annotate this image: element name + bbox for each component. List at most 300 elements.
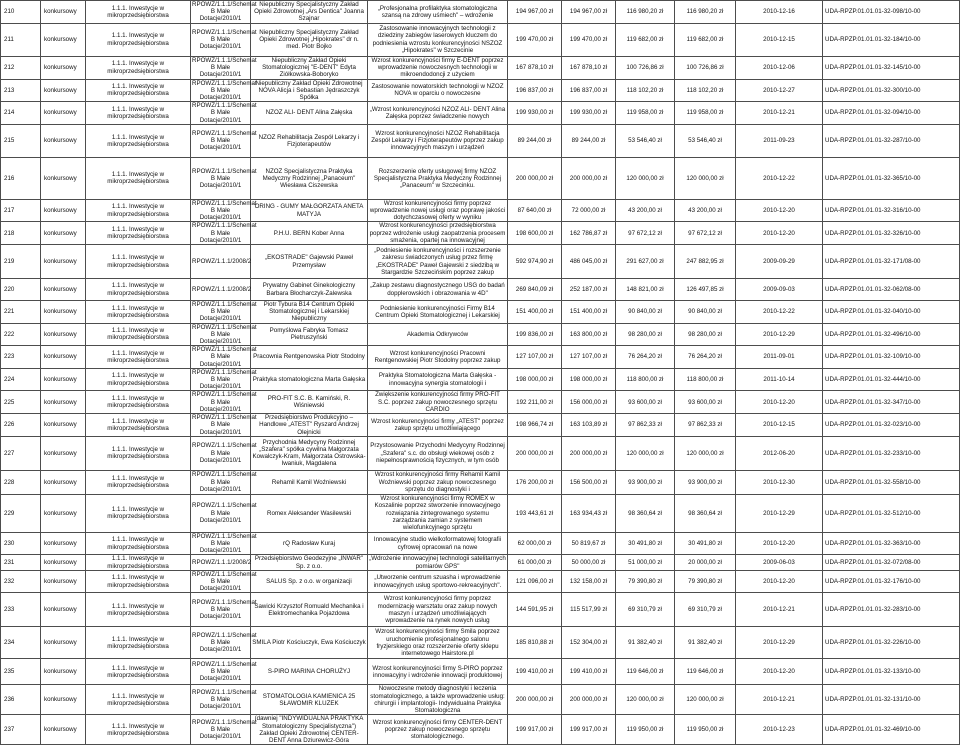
call-number: RPOWZ/1.1.1/Schemat B Małe Dotacje/2010/1 xyxy=(192,323,257,346)
table-row xyxy=(1,391,960,414)
eu-funds-amount: 91 382,40 zł xyxy=(688,639,722,647)
total-value: 196 837,00 zł xyxy=(515,86,554,94)
agreement-date: 2012-06-20 xyxy=(763,449,795,457)
total-value: 167 878,10 zł xyxy=(515,64,554,71)
project-type: konkursowy xyxy=(44,330,77,338)
table-body xyxy=(1,1,960,745)
measure-name: 1.1.1. Inwestycje w mikroprzedsiębiorstwa xyxy=(107,574,169,589)
call-number: RPOWZ/1.1.1/Schemat B Małe Dotacje/2010/1 xyxy=(192,570,257,593)
project-title: Wzrost konkurencyjności firmy Rehamil Kamil Woźniewski poprzez zakup nowoczesnego sprzętu do diagnostyki i xyxy=(374,471,501,493)
table-row xyxy=(1,102,960,125)
call-number: RPOWZ/1.1.1/Schemat B Małe Dotacje/2010/1 xyxy=(192,28,257,51)
project-title: Wzrost konkurencyjności firmy poprzez wprowadzenie nowej usługi oraz poprawę jakości dotychczasowej oferty w wyniku xyxy=(369,199,506,222)
eu-funds-amount: 97 862,33 zł xyxy=(688,421,722,429)
call-number: RPOWZ/1.1.1/Schemat B Małe Dotacje/2010/1 xyxy=(192,414,257,436)
total-value: 199 917,00 zł xyxy=(515,726,554,734)
eu-funds-amount: 118 102,20 zł xyxy=(686,86,724,94)
eu-funds-amount: 76 264,20 zł xyxy=(688,353,722,361)
grant-amount: 93 600,00 zł xyxy=(628,398,662,406)
beneficiary-name: NZOZ ALI- DENT Alina Załęska xyxy=(265,109,353,117)
project-title: Wzrost konkurencyjności Pracowni Rentgenowskiej Piotr Stodolny poprzez zakup xyxy=(374,349,501,365)
project-type: konkursowy xyxy=(44,398,77,406)
project-title: Wzrost konkurencyjności przedsiębiorstwa poprzez wdrożenie usługi zaopatrzenia procesem smażenia, opartej na innowacyjnej xyxy=(369,222,506,244)
table-row xyxy=(1,555,960,570)
table-row xyxy=(1,323,960,346)
eligible-costs: 198 000,00 zł xyxy=(569,376,608,384)
eu-funds-amount: 93 600,00 zł xyxy=(688,398,722,406)
row-number: 215 xyxy=(4,137,15,145)
project-type: konkursowy xyxy=(44,137,77,145)
beneficiary-name: SALUS Sp. z o.o. w organizacji xyxy=(266,577,352,585)
grant-amount: 97 862,33 zł xyxy=(628,421,662,429)
agreement-number: UDA-RPZP.01.01.01-32-131/10-00 xyxy=(825,696,921,704)
call-number: RPOWZ/1.1.1/2008/2 xyxy=(192,285,252,293)
table-row xyxy=(1,436,960,470)
call-number: RPOWZ/1.1.1/Schemat B Małe Dotacje/2010/1 xyxy=(192,442,257,464)
agreement-number: UDA-RPZP.01.01.01-32-326/10-00 xyxy=(825,229,921,237)
project-title: Wzrost konkurencyjności firmy „ATEST" poprzez zakup sprzętu umożliwiającego xyxy=(371,417,504,432)
row-number: 221 xyxy=(4,308,15,316)
agreement-date: 2009-06-03 xyxy=(763,558,795,566)
agreement-date: 2010-12-22 xyxy=(763,308,795,316)
agreement-number: UDA-RPZP.01.01.01-32-316/10-00 xyxy=(825,207,921,215)
beneficiary-name: Niepubliczny Specjalistyczny Zakład Opieki Zdrowotnej „Ars Dentica" Joanna Szajnar xyxy=(254,1,364,23)
agreement-number: UDA-RPZP.01.01.01-32-098/10-00 xyxy=(825,8,921,16)
row-number: 213 xyxy=(4,86,15,94)
row-number: 210 xyxy=(4,8,15,16)
grant-amount: 118 800,00 zł xyxy=(626,376,664,384)
table-row xyxy=(1,301,960,324)
row-number: 222 xyxy=(4,330,15,338)
row-number: 218 xyxy=(4,229,15,237)
call-number: RPOWZ/1.1.1/Schemat B Małe Dotacje/2010/1 xyxy=(192,599,257,621)
row-number: 224 xyxy=(4,376,15,384)
table-row xyxy=(1,627,960,659)
table-row xyxy=(1,1,960,24)
measure-name: 1.1.1. Inwestycje w mikroprzedsiębiorstwa xyxy=(107,536,169,551)
eligible-costs: 200 000,00 zł xyxy=(569,696,608,704)
beneficiary-name: SMILA Piotr Kościuczyk, Ewa Kościuczyk xyxy=(252,639,366,647)
call-number: RPOWZ/1.1.1/Schemat B Małe Dotacje/2010/1 xyxy=(192,719,257,741)
measure-name: 1.1.1. Inwestycje w mikroprzedsiębiorstwa xyxy=(107,4,169,19)
eu-funds-amount: 126 497,85 zł xyxy=(686,285,724,293)
agreement-number: UDA-RPZP.01.01.01-32-300/10-00 xyxy=(825,86,921,94)
grant-amount: 119 682,00 zł xyxy=(626,36,664,43)
agreement-date: 2010-12-29 xyxy=(763,509,795,517)
project-title: Wzrost konkurencyjności firmy poprzez modernizację warsztatu oraz zakup nowych maszyn i urządzeń umożliwiających wprowadzenie na rynek nowych usług xyxy=(377,595,498,625)
project-type: konkursowy xyxy=(44,449,77,457)
agreement-number: UDA-RPZP.01.01.01-32-347/10-00 xyxy=(825,398,921,406)
row-number: 235 xyxy=(4,668,15,676)
agreement-date: 2010-12-21 xyxy=(763,606,795,614)
project-type: konkursowy xyxy=(44,577,77,585)
agreement-date: 2010-12-29 xyxy=(763,639,795,647)
measure-name: 1.1.1. Inwestycje w mikroprzedsiębiorstwa xyxy=(107,304,169,319)
project-type: konkursowy xyxy=(44,86,77,94)
eligible-costs: 200 000,00 zł xyxy=(569,174,608,182)
agreement-number: UDA-RPZP.01.01.01-32-469/10-00 xyxy=(825,726,921,734)
table-row xyxy=(1,659,960,685)
grant-amount: 116 980,20 zł xyxy=(626,8,664,16)
beneficiary-name: Sawicki Krzysztof Romuald Mechanika i Elektromechanika Pojazdowa xyxy=(254,602,364,617)
eu-funds-amount: 69 310,79 zł xyxy=(688,606,722,614)
project-type: konkursowy xyxy=(44,606,77,614)
beneficiary-name: Rehamil Kamil Woźniewski xyxy=(271,478,347,486)
eligible-costs: 50 000,00 zł xyxy=(571,558,606,566)
eu-funds-amount: 118 800,00 zł xyxy=(686,376,724,384)
project-type: konkursowy xyxy=(44,421,77,429)
grant-amount: 119 646,00 zł xyxy=(626,668,664,676)
table-row xyxy=(1,157,960,199)
total-value: 200 000,00 zł xyxy=(515,696,554,704)
agreement-date: 2009-09-03 xyxy=(763,285,795,293)
beneficiary-name: Praktyka stomatologiczna Marta Gałęska xyxy=(252,376,366,384)
project-title: „Zakup zestawu diagnostycznego USG do badań dopplerowskich i obrazowania w 4D" xyxy=(370,282,505,297)
project-type: konkursowy xyxy=(44,478,77,486)
eligible-costs: 167 878,10 zł xyxy=(569,64,608,71)
agreement-date: 2010-12-20 xyxy=(763,207,795,215)
total-value: 198 600,00 zł xyxy=(515,229,554,237)
measure-name: 1.1.1. Inwestycje w mikroprzedsiębiorstwa xyxy=(107,475,169,490)
project-type: konkursowy xyxy=(44,639,77,647)
table-row xyxy=(1,56,960,79)
eligible-costs: 162 786,87 zł xyxy=(569,229,608,237)
grant-amount: 148 821,00 zł xyxy=(626,285,664,293)
grant-amount: 91 382,40 zł xyxy=(628,639,662,647)
agreement-date: 2011-10-14 xyxy=(763,376,795,384)
row-number: 229 xyxy=(4,509,15,517)
eligible-costs: 163 934,43 zł xyxy=(569,509,608,517)
agreement-number: UDA-RPZP.01.01.01-32-072/08-00 xyxy=(825,558,921,566)
table-row xyxy=(1,124,960,157)
measure-name: 1.1.1. Inwestycje w mikroprzedsiębiorstwa xyxy=(107,327,169,342)
beneficiary-name: S-PIRO MARINA CHORUŻYJ xyxy=(267,668,351,676)
table-row xyxy=(1,245,960,279)
project-title: Wzrost konkurencyjności firmy S-PIRO poprzez innowacyjny i wdrożenie innowacji produktowej xyxy=(372,664,503,679)
row-number: 225 xyxy=(4,398,15,406)
agreement-date: 2010-12-22 xyxy=(763,174,795,182)
grant-amount: 120 000,00 zł xyxy=(626,696,664,704)
table-row xyxy=(1,715,960,745)
total-value: 199 930,00 zł xyxy=(515,109,554,117)
measure-name: 1.1.1. Inwestycje w mikroprzedsiębiorstwa xyxy=(107,372,169,387)
beneficiary-name: PRO-FIT S.C. B. Kamiński, R. Wiśniewski xyxy=(267,395,351,410)
beneficiary-name: Przedsiębiorstwo Produkcyjno – Handlowe „ATEST" Ryszard Andrzej Olejnicki xyxy=(259,414,359,436)
project-type: konkursowy xyxy=(44,668,77,676)
row-number: 211 xyxy=(4,36,14,43)
total-value: 192 211,00 zł xyxy=(516,398,553,406)
measure-name: 1.1.1. Inwestycje w mikroprzedsiębiorstwa xyxy=(107,555,169,570)
project-title: „Utworzenie centrum szuasha i wprowadzenie innowacyjnych usług sportowo-rekreacyjnych". xyxy=(373,574,502,589)
agreement-number: UDA-RPZP.01.01.01-32-062/08-00 xyxy=(825,285,921,293)
agreement-number: UDA-RPZP.01.01.01-32-233/10-00 xyxy=(825,449,921,457)
eligible-costs: 156 000,00 zł xyxy=(569,398,608,406)
project-title: Innowacyjne studio wielkoformatowej fotografii cyfrowej opracowań na nowe xyxy=(373,536,502,551)
grant-amount: 119 958,00 zł xyxy=(626,109,664,117)
agreement-date: 2011-09-01 xyxy=(763,353,795,361)
agreement-number: UDA-RPZP.01.01.01-32-109/10-00 xyxy=(825,353,921,361)
row-number: 226 xyxy=(4,421,15,429)
project-title: Wzrost konkurencyjności firmy E-DENT poprzez wprowadzenie nowoczesnych technologii w mikroendodoncji z użyciem xyxy=(371,56,504,79)
row-number: 212 xyxy=(4,64,15,71)
beneficiary-name: Przedsiębiorstwo Geodezyjne „INWAR" Sp. z o.o. xyxy=(254,555,364,570)
table-row xyxy=(1,279,960,301)
eu-funds-amount: 43 200,00 zł xyxy=(688,207,722,215)
eligible-costs: 194 967,00 zł xyxy=(569,8,608,16)
total-value: 61 000,00 zł xyxy=(517,558,552,566)
eu-funds-amount: 97 672,12 zł xyxy=(688,229,722,237)
eu-funds-amount: 20 000,00 zł xyxy=(688,558,722,566)
agreement-date: 2011-09-23 xyxy=(763,137,795,145)
grant-amount: 51 000,00 zł xyxy=(628,558,662,566)
row-number: 228 xyxy=(4,478,15,486)
total-value: 121 096,00 zł xyxy=(515,577,554,585)
agreement-number: UDA-RPZP.01.01.01-32-226/10-00 xyxy=(825,639,921,647)
eligible-costs: 199 470,00 zł xyxy=(569,36,608,43)
total-value: 194 967,00 zł xyxy=(515,8,554,16)
project-title: Praktyka Stomatologiczna Marta Gałęska - innowacyjna synergia stomatologii i xyxy=(378,372,497,387)
measure-name: 1.1.1. Inwestycje w mikroprzedsiębiorstwa xyxy=(107,60,169,75)
measure-name: 1.1.1. Inwestycje w mikroprzedsiębiorstwa xyxy=(107,635,169,650)
row-number: 233 xyxy=(4,606,15,614)
eligible-costs: 132 158,00 zł xyxy=(569,577,608,585)
eu-funds-amount: 79 390,80 zł xyxy=(688,577,722,585)
project-type: konkursowy xyxy=(44,64,77,71)
agreement-date: 2010-12-20 xyxy=(763,229,795,237)
project-type: konkursowy xyxy=(44,207,77,215)
total-value: 87 640,00 zł xyxy=(517,207,552,215)
eligible-costs: 199 917,00 zł xyxy=(569,726,608,734)
grant-amount: 97 672,12 zł xyxy=(628,229,662,237)
project-type: konkursowy xyxy=(44,726,77,734)
eu-funds-amount: 119 958,00 zł xyxy=(686,109,724,117)
total-value: 269 840,09 zł xyxy=(515,285,554,293)
agreement-date: 2010-12-15 xyxy=(763,36,795,43)
eligible-costs: 196 837,00 zł xyxy=(569,86,608,94)
call-number: RPOWZ/1.1.1/Schemat B Małe Dotacje/2010/1 xyxy=(192,661,257,683)
project-type: konkursowy xyxy=(44,174,77,182)
beneficiary-name: Romex Aleksander Wasilewski xyxy=(266,509,352,517)
call-number: RPOWZ/1.1.1/Schemat B Małe Dotacje/2010/1 xyxy=(192,79,257,102)
project-type: konkursowy xyxy=(44,509,77,517)
row-number: 217 xyxy=(4,207,15,215)
measure-name: 1.1.1. Inwestycje w mikroprzedsiębiorstwa xyxy=(107,226,169,241)
grant-amount: 120 000,00 zł xyxy=(626,449,664,457)
agreement-number: UDA-RPZP.01.01.01-32-558/10-00 xyxy=(825,478,921,486)
agreement-number: UDA-RPZP.01.01.01-32-176/10-00 xyxy=(825,577,921,585)
project-title: Akademia Odkrywców xyxy=(406,330,469,338)
call-number: RPOWZ/1.1.1/Schemat B Małe Dotacje/2010/1 xyxy=(192,222,257,244)
measure-name: 1.1.1. Inwestycje w mikroprzedsiębiorstwa xyxy=(107,417,169,432)
table-row xyxy=(1,494,960,532)
call-number: RPOWZ/1.1.1/Schemat B Małe Dotacje/2010/1 xyxy=(192,502,257,524)
measure-name: 1.1.1. Inwestycje w mikroprzedsiębiorstwa xyxy=(107,664,169,679)
eligible-costs: 199 930,00 zł xyxy=(569,109,608,117)
eu-funds-amount: 119 682,00 zł xyxy=(686,36,724,43)
call-number: RPOWZ/1.1.1/Schemat B Małe Dotacje/2010/1 xyxy=(192,346,257,368)
call-number: RPOWZ/1.1.1/Schemat B Małe Dotacje/2010/1 xyxy=(192,130,257,152)
eligible-costs: 89 244,00 zł xyxy=(571,137,606,145)
beneficiary-name: Prywatny Gabinet Ginekologiczny Barbara Błocharczyk-Zalewska xyxy=(262,282,356,297)
grant-amount: 93 900,00 zł xyxy=(628,478,662,486)
measure-name: 1.1.1. Inwestycje w mikroprzedsiębiorstwa xyxy=(107,395,169,410)
eu-funds-amount: 116 980,20 zł xyxy=(686,8,724,16)
eu-funds-amount: 100 726,86 zł xyxy=(686,64,724,71)
project-title: Zastosowanie innowacyjnych technologii z dziedziny zabiegów laserowych kluczem do podniesienia wzrostu konkurencyjności NSZOZ „Hipokrates" w Szczecinie xyxy=(372,25,503,54)
agreement-number: UDA-RPZP.01.01.01-32-040/10-00 xyxy=(825,308,921,316)
agreement-number: UDA-RPZP.01.01.01-32-287/10-00 xyxy=(825,137,921,145)
row-number: 237 xyxy=(4,726,15,734)
total-value: 151 400,00 zł xyxy=(515,308,554,316)
eu-funds-amount: 120 000,00 zł xyxy=(686,174,724,182)
eu-funds-amount: 30 491,80 zł xyxy=(688,539,722,547)
project-title: „Podniesienie konkurencyjności i rozszerzenie zakresu świadczonych usług przez firmę „EKOSTRADE" Paweł Gajewski z siedzibą w Stargardzie Szczecińskim poprzez zakup xyxy=(374,247,501,276)
eu-funds-amount: 98 360,64 zł xyxy=(688,509,722,517)
total-value: 144 591,95 zł xyxy=(515,606,554,614)
measure-name: 1.1.1. Inwestycje w mikroprzedsiębiorstwa xyxy=(107,171,169,186)
eligible-costs: 72 000,00 zł xyxy=(571,207,606,215)
grant-amount: 53 546,40 zł xyxy=(628,137,662,145)
eu-funds-amount: 119 646,00 zł xyxy=(686,668,724,676)
table-row xyxy=(1,368,960,391)
eligible-costs: 163 103,89 zł xyxy=(569,421,608,429)
eu-funds-amount: 119 950,00 zł xyxy=(686,726,724,734)
call-number: RPOWZ/1.1.1/Schemat B Małe Dotacje/2010/1 xyxy=(192,167,257,189)
eligible-costs: 50 819,67 zł xyxy=(571,539,606,547)
measure-name: 1.1.1. Inwestycje w mikroprzedsiębiorstwa xyxy=(107,105,169,121)
project-type: konkursowy xyxy=(44,539,77,547)
project-title: Zastosowanie nowatorskich technologii w NZOZ NOVA w oparciu o nowoczesne xyxy=(371,83,504,98)
agreement-date: 2010-12-21 xyxy=(763,696,795,704)
project-title: Wzrost konkurencyjności firmy Smila poprzez uruchomienie profesjonalnego salonu fryzjerskiego oraz rozszerzenie oferty sklepu internetowego Hairstore.pl xyxy=(375,628,500,658)
project-title: Przystosowanie Przychodni Medycyny Rodzinnej „Szafera" s.c. do obsługi wiekowej osób z niepełnosprawnością fizycznych, w tym osób xyxy=(370,442,505,464)
total-value: 176 200,00 zł xyxy=(515,478,554,486)
call-number: RPOWZ/1.1.1/Schemat B Małe Dotacje/2010/1 xyxy=(192,689,257,711)
total-value: 185 810,88 zł xyxy=(515,639,554,647)
agreement-date: 2010-12-20 xyxy=(763,398,795,406)
agreement-number: UDA-RPZP.01.01.01-32-363/10-00 xyxy=(825,539,921,547)
agreement-number: UDA-RPZP.01.01.01-32-512/10-00 xyxy=(825,509,921,517)
eligible-costs: 199 410,00 zł xyxy=(569,668,608,676)
total-value: 199 836,00 zł xyxy=(515,330,554,338)
beneficiary-name: Pracownia Rentgenowska Piotr Stodolny xyxy=(253,353,365,361)
eu-funds-amount: 247 882,95 zł xyxy=(686,257,724,265)
beneficiary-name: Pomyślowa Fabryka Tomasz Pietruszyński xyxy=(269,327,349,342)
total-value: 198 966,74 zł xyxy=(515,421,554,429)
total-value: 200 000,00 zł xyxy=(515,174,554,182)
call-number: RPOWZ/1.1.1/2008/2 xyxy=(192,558,252,566)
total-value: 127 107,00 zł xyxy=(515,353,554,361)
project-title: Wzrost konkurencyjności firmy CENTER-DENT poprzez zakup nowoczesnego sprzętu stomatologicznego. xyxy=(372,719,503,741)
total-value: 193 443,61 zł xyxy=(515,509,554,517)
call-number: RPOWZ/1.1.1/Schemat B Małe Dotacje/2010/1 xyxy=(192,301,257,323)
agreement-number: UDA-RPZP.01.01.01-32-184/10-00 xyxy=(825,36,921,43)
project-type: konkursowy xyxy=(44,558,77,566)
total-value: 89 244,00 zł xyxy=(517,137,552,145)
beneficiary-name: „EKOSTRADE" Gajewski Paweł Przemysław xyxy=(265,254,353,269)
call-number: RPOWZ/1.1.1/Schemat B Małe Dotacje/2010/1 xyxy=(192,102,257,124)
measure-name: 1.1.1. Inwestycje w mikroprzedsiębiorstwa xyxy=(107,83,169,98)
agreement-date: 2010-12-06 xyxy=(763,64,795,71)
total-value: 62 000,00 zł xyxy=(517,539,552,547)
project-title: Wzrost konkurencyjności NZOZ Rehabilitacja Zespół Lekarzy i Fizjoterapeutów poprzez zakup innowacyjnych maszyn i urządzeń xyxy=(371,130,504,152)
total-value: 200 000,00 zł xyxy=(515,449,554,457)
project-type: konkursowy xyxy=(44,696,77,704)
agreement-number: UDA-RPZP.01.01.01-32-133/10-00 xyxy=(825,668,921,676)
call-number: RPOWZ/1.1.1/Schemat B Małe Dotacje/2010/1 xyxy=(192,391,257,413)
agreement-date: 2009-09-29 xyxy=(763,257,795,265)
measure-name: 1.1.1. Inwestycje w mikroprzedsiębiorstwa xyxy=(107,349,169,365)
project-type: konkursowy xyxy=(44,308,77,316)
beneficiary-name: Piotr Tybura B14 Centrum Opieki Stomatologicznej i Lekarskiej Niepubliczny xyxy=(263,301,355,323)
measure-name: 1.1.1. Inwestycje w mikroprzedsiębiorstwa xyxy=(107,446,169,461)
table-row xyxy=(1,79,960,102)
table-row xyxy=(1,222,960,245)
table-row xyxy=(1,23,960,56)
agreement-number: UDA-RPZP.01.01.01-32-145/10-00 xyxy=(825,64,921,71)
project-title: „Wdrożenie innowacyjnej technologii satelitarnych pomiarów GPS" xyxy=(369,555,506,570)
agreement-date: 2010-12-21 xyxy=(763,109,795,117)
project-title: Wzrost konkurencyjności firmy ROMEX w Koszalinie poprzez stworzenie innowacyjnego rozwiązania zintegrowanego systemu zarządzania zamian z systemem wielofunkcyjnego sprzętu xyxy=(374,495,501,531)
table-row xyxy=(1,593,960,627)
grant-amount: 120 000,00 zł xyxy=(626,174,664,182)
grant-amount: 291 627,00 zł xyxy=(626,257,664,265)
agreement-number: UDA-RPZP.01.01.01-32-171/08-00 xyxy=(825,257,921,265)
row-number: 236 xyxy=(4,696,15,704)
project-type: konkursowy xyxy=(44,8,77,16)
agreement-number: UDA-RPZP.01.01.01-32-365/10-00 xyxy=(825,174,921,182)
table-row xyxy=(1,414,960,437)
agreement-number: UDA-RPZP.01.01.01-32-444/10-00 xyxy=(825,376,921,384)
call-number: RPOWZ/1.1.1/Schemat B Małe Dotacje/2010/1 xyxy=(192,368,257,391)
agreement-number: UDA-RPZP.01.01.01-32-496/10-00 xyxy=(825,330,921,338)
grant-amount: 98 280,00 zł xyxy=(628,330,662,338)
eu-funds-amount: 120 000,00 zł xyxy=(686,696,724,704)
beneficiary-name: STOMATOLOGIA KAMIENICA 25 SŁAWOMIR KLUZEK xyxy=(262,692,356,707)
grant-amount: 90 840,00 zł xyxy=(628,308,662,316)
beneficiary-name: ORING - GUMY MAŁGORZATA ANETA MATYJA xyxy=(254,203,364,218)
project-type: konkursowy xyxy=(44,229,77,237)
beneficiary-name: rQ Radosław Kuraj xyxy=(283,539,335,547)
measure-name: 1.1.1. Inwestycje w mikroprzedsiębiorstwa xyxy=(107,133,169,148)
table-row xyxy=(1,532,960,555)
agreement-number: UDA-RPZP.01.01.01-32-283/10-00 xyxy=(825,606,921,614)
eligible-costs: 486 045,00 zł xyxy=(569,257,608,265)
eu-funds-amount: 93 900,00 zł xyxy=(688,478,722,486)
call-number: RPOWZ/1.1.1/2008/2 xyxy=(192,257,252,265)
grant-amount: 79 390,80 zł xyxy=(628,577,662,585)
row-number: 227 xyxy=(4,449,15,457)
measure-name: 1.1.1. Inwestycje w mikroprzedsiębiorstwa xyxy=(107,692,169,707)
eligible-costs: 152 304,00 zł xyxy=(569,639,608,647)
row-number: 231 xyxy=(4,558,15,566)
agreement-date: 2010-12-16 xyxy=(763,8,795,16)
project-title: Rozszerzenie oferty usługowej firmy NZOZ Specjalistyczna Praktyka Medyczny Rodzinnej „Panaceum" w Szczecinku. xyxy=(373,167,502,189)
grant-amount: 100 726,86 zł xyxy=(626,64,664,71)
row-number: 216 xyxy=(4,174,15,182)
measure-name: 1.1.1. Inwestycje w mikroprzedsiębiorstwa xyxy=(107,506,169,521)
eligible-costs: 252 187,00 zł xyxy=(569,285,608,293)
total-value: 198 000,00 zł xyxy=(515,376,554,384)
measure-name: 1.1.1. Inwestycje w mikroprzedsiębiorstwa xyxy=(107,254,169,269)
measure-name: 1.1.1. Inwestycje w mikroprzedsiębiorstwa xyxy=(107,722,169,737)
row-number: 223 xyxy=(4,353,15,361)
call-number: RPOWZ/1.1.1/Schemat B Małe Dotacje/2010/1 xyxy=(192,471,257,493)
table-row xyxy=(1,199,960,222)
grant-amount: 43 200,00 zł xyxy=(628,207,662,215)
call-number: RPOWZ/1.1.1/Schemat B Małe Dotacje/2010/1 xyxy=(192,199,257,222)
eu-funds-amount: 90 840,00 zł xyxy=(688,308,722,316)
